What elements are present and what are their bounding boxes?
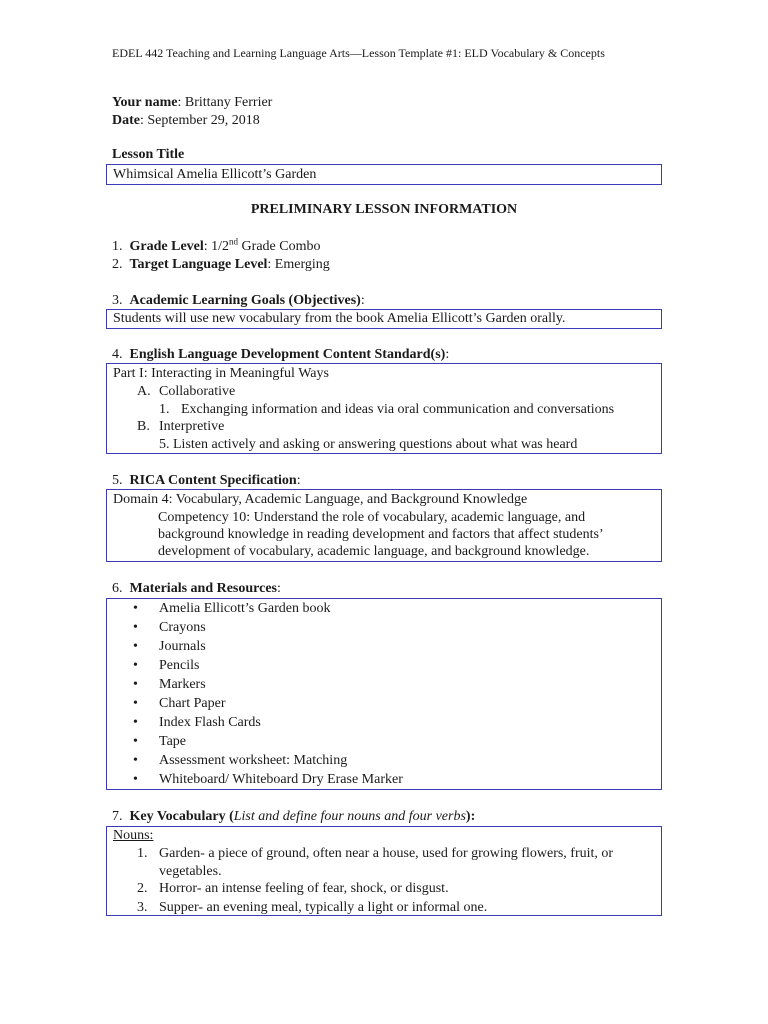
rica-comp-line-1: Competency 10: Understand the role of vocabulary, academic language, and	[158, 510, 586, 525]
rica-box	[106, 489, 662, 562]
vocab-num: 1.	[137, 846, 148, 861]
eld-b5: 5. Listen actively and asking or answering questions about what was heard	[159, 437, 578, 452]
vocab-heading: 7. Key Vocabulary (List and define four nouns and four verbs):	[112, 809, 476, 824]
eld-b: Interpretive	[159, 419, 225, 434]
date-label: Date	[112, 113, 140, 128]
bullet-icon: •	[133, 772, 138, 787]
your-name-line	[112, 94, 272, 112]
bullet-icon: •	[133, 620, 138, 635]
bullet-icon: •	[133, 601, 138, 616]
rica-heading: 5. RICA Content Specification:	[112, 473, 301, 488]
eld-a1-mark: 1.	[159, 402, 170, 417]
your-name-label: Your name	[112, 95, 178, 110]
nouns-label: Nouns:	[113, 828, 154, 843]
material-item: Pencils	[159, 658, 200, 673]
bullet-icon: •	[133, 734, 138, 749]
bullet-icon: •	[133, 696, 138, 711]
bullet-icon: •	[133, 639, 138, 654]
eld-heading: 4. English Language Development Content Standard(s):	[112, 347, 450, 362]
material-item: Amelia Ellicott’s Garden book	[159, 601, 331, 616]
goals-text: Students will use new vocabulary from the book Amelia Ellicott’s Garden orally.	[113, 311, 566, 326]
date-value: : September 29, 2018	[140, 113, 260, 128]
material-item: Whiteboard/ Whiteboard Dry Erase Marker	[159, 772, 403, 787]
goals-heading: 3. Academic Learning Goals (Objectives):	[112, 293, 365, 308]
bullet-icon: •	[133, 677, 138, 692]
material-item: Journals	[159, 639, 206, 654]
section-title: PRELIMINARY LESSON INFORMATION	[250, 202, 518, 217]
vocab-item-cont: vegetables.	[159, 864, 222, 879]
material-item: Chart Paper	[159, 696, 226, 711]
material-item: Markers	[159, 677, 206, 692]
lesson-title-box	[106, 164, 662, 185]
lesson-title-value: Whimsical Amelia Ellicott’s Garden	[113, 167, 317, 182]
vocab-num: 2.	[137, 881, 148, 896]
lesson-title-label: Lesson Title	[112, 147, 185, 162]
rica-comp-line-2: background knowledge in reading development and factors that affect students’	[158, 527, 604, 542]
target-language-line: 2. Target Language Level: Emerging	[112, 257, 330, 272]
eld-a1: Exchanging information and ideas via oral communication and conversations	[181, 402, 615, 417]
eld-a: Collaborative	[159, 384, 236, 399]
grade-level-line: 1. Grade Level: 1/2nd Grade Combo	[112, 236, 321, 254]
vocab-num: 3.	[137, 900, 148, 915]
eld-b-mark: B.	[137, 419, 150, 434]
rica-domain: Domain 4: Vocabulary, Academic Language, and Background Knowledge	[113, 492, 528, 507]
material-item: Tape	[159, 734, 187, 749]
eld-a-mark: A.	[137, 384, 151, 399]
vocab-box	[106, 826, 662, 916]
grade-level-label: Grade Level	[129, 239, 204, 254]
bullet-icon: •	[133, 658, 138, 673]
eld-part: Part I: Interacting in Meaningful Ways	[113, 366, 329, 381]
date-line	[112, 112, 260, 130]
bullet-icon: •	[133, 753, 138, 768]
materials-heading: 6. Materials and Resources:	[112, 581, 281, 596]
target-language-label: Target Language Level	[129, 257, 268, 272]
rica-comp-line-3: development of vocabulary, academic language, and background knowledge.	[158, 544, 590, 559]
your-name-value: : Brittany Ferrier	[177, 95, 273, 110]
materials-box	[106, 598, 662, 790]
vocab-item: Supper- an evening meal, typically a light or informal one.	[159, 900, 488, 915]
document-header: EDEL 442 Teaching and Learning Language Arts—Lesson Template #1: ELD Vocabulary & Concepts	[112, 46, 605, 60]
material-item: Crayons	[159, 620, 206, 635]
vocab-item: Horror- an intense feeling of fear, shock, or disgust.	[159, 881, 449, 896]
material-item: Index Flash Cards	[159, 715, 261, 730]
vocab-item: Garden- a piece of ground, often near a house, used for growing flowers, fruit, or	[159, 846, 614, 861]
goals-box	[106, 309, 662, 329]
eld-box	[106, 363, 662, 454]
material-item: Assessment worksheet: Matching	[159, 753, 348, 768]
bullet-icon: •	[133, 715, 138, 730]
